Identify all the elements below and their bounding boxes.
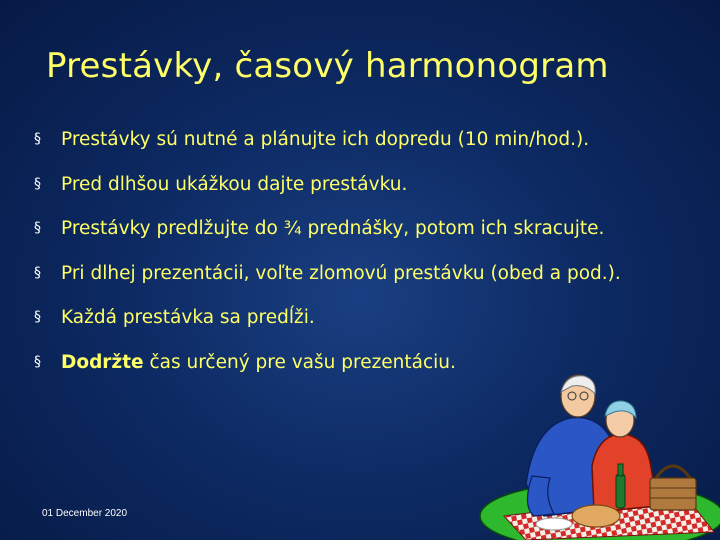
bullet-marker-icon: § (34, 264, 41, 281)
bullet-text: Prestávky sú nutné a plánujte ich dopredu (10 min/hod.). (61, 129, 590, 150)
bullet-item (34, 128, 621, 173)
bullet-list (34, 128, 621, 395)
bullet-text: Prestávky predlžujte do ¾ prednášky, potom ich skracujte. (61, 218, 605, 239)
footer-date: 01 December 2020 (42, 508, 128, 519)
slide-title: Prestávky, časový harmonogram (46, 46, 609, 86)
bullet-item (34, 262, 621, 307)
picnic-couple-illustration (474, 366, 720, 540)
bullet-marker-icon: § (34, 131, 41, 147)
bullet-text: Pri dlhej prezentácii, voľte zlomovú prestávku (obed a pod.). (61, 262, 621, 284)
bullet-text: Každá prestávka sa predĺži. (61, 307, 315, 328)
bullet-item (34, 173, 621, 218)
bullet-item (34, 217, 621, 262)
bullet-marker-icon: § (34, 353, 41, 370)
bullet-rest-text: čas určený pre vašu prezentáciu. (143, 351, 456, 373)
bullet-marker-icon: § (34, 175, 41, 192)
bullet-bold-text: Dodržte (61, 351, 144, 373)
bullet-item (34, 306, 621, 351)
bullet-marker-icon: § (34, 309, 41, 325)
bullet-text (61, 351, 456, 374)
bullet-text: Pred dlhšou ukážkou dajte prestávku. (61, 173, 408, 195)
bullet-marker-icon: § (34, 220, 41, 236)
